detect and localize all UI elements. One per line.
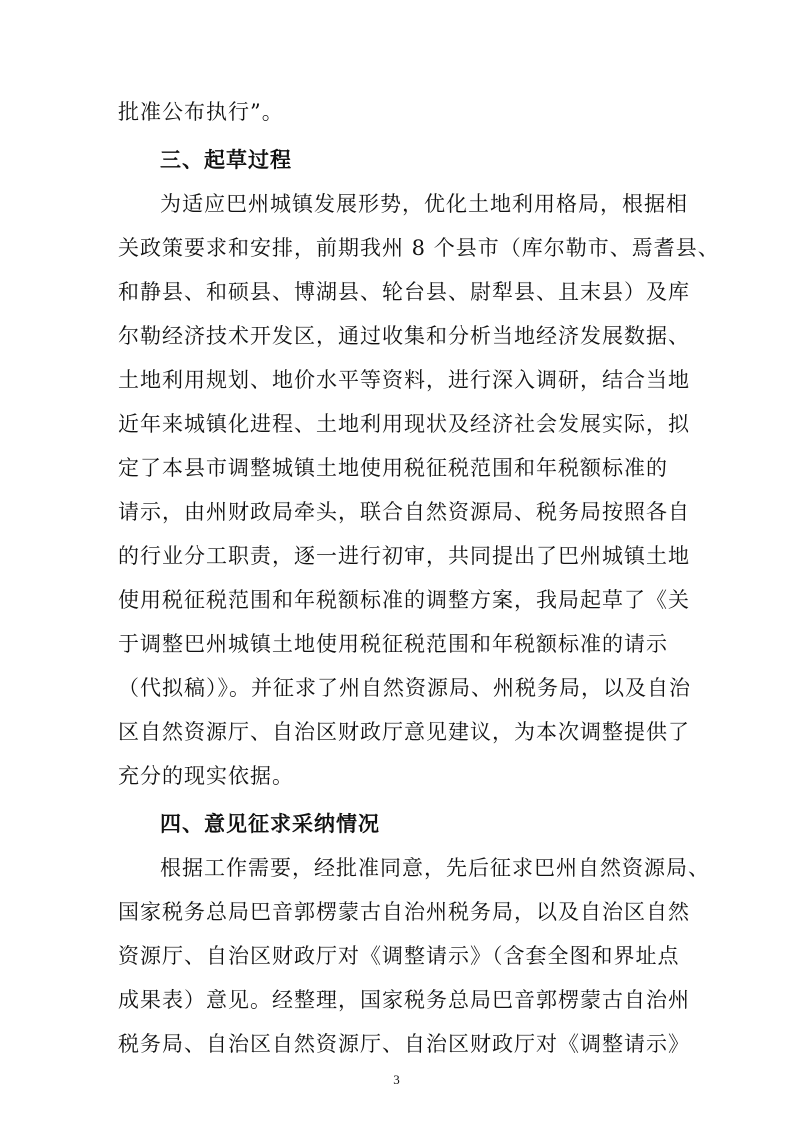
- paragraph-line: 使用税征税范围和年税额标准的调整方案，我局起草了《关: [118, 588, 690, 612]
- paragraph-line: 国家税务总局巴音郭楞蒙古自治州税务局，以及自治区自然: [118, 900, 690, 924]
- paragraph-line: 近年来城镇化进程、土地利用现状及经济社会发展实际，拟: [118, 412, 690, 436]
- paragraph-line: 区自然资源厅、自治区财政厅意见建议，为本次调整提供了: [118, 720, 690, 744]
- paragraph-line: 土地利用规划、地价水平等资料，进行深入调研，结合当地: [118, 368, 690, 392]
- page-number: 3: [393, 1072, 400, 1087]
- paragraph-line: 定了本县市调整城镇土地使用税征税范围和年税额标准的: [118, 456, 668, 480]
- paragraph-line: 请示，由州财政局牵头，联合自然资源局、税务局按照各自: [118, 500, 690, 524]
- paragraph-line: 资源厅、自治区财政厅对《调整请示》（含套全图和界址点: [118, 944, 680, 968]
- paragraph-line: 和静县、和硕县、博湖县、轮台县、尉犁县、且末县）及库: [118, 280, 690, 304]
- paragraph-line: （代拟稿）》。并征求了州自然资源局、州税务局，以及自治: [118, 676, 691, 700]
- paragraph-line: 的行业分工职责，逐一进行初审，共同提出了巴州城镇土地: [118, 544, 690, 568]
- section-heading-feedback: 四、意见征求采纳情况: [160, 812, 380, 836]
- paragraph-line: 尔勒经济技术开发区，通过收集和分析当地经济发展数据、: [118, 324, 690, 348]
- paragraph-line: 于调整巴州城镇土地使用税征税范围和年税额标准的请示: [118, 632, 668, 656]
- section-heading-drafting-process: 三、起草过程: [160, 148, 292, 172]
- paragraph-line: 充分的现实依据。: [118, 764, 294, 788]
- paragraph-line: 为适应巴州城镇发展形势，优化土地利用格局，根据相: [160, 192, 688, 216]
- paragraph-line: 根据工作需要，经批准同意，先后征求巴州自然资源局、: [160, 856, 710, 880]
- paragraph-line: 税务局、自治区自然资源厅、自治区财政厅对《调整请示》: [118, 1032, 690, 1056]
- paragraph-line: 关政策要求和安排，前期我州 8 个县市（库尔勒市、焉耆县、: [118, 236, 720, 260]
- paragraph-line: 批准公布执行”。: [118, 100, 284, 124]
- paragraph-line: 成果表）意见。经整理，国家税务总局巴音郭楞蒙古自治州: [118, 988, 690, 1012]
